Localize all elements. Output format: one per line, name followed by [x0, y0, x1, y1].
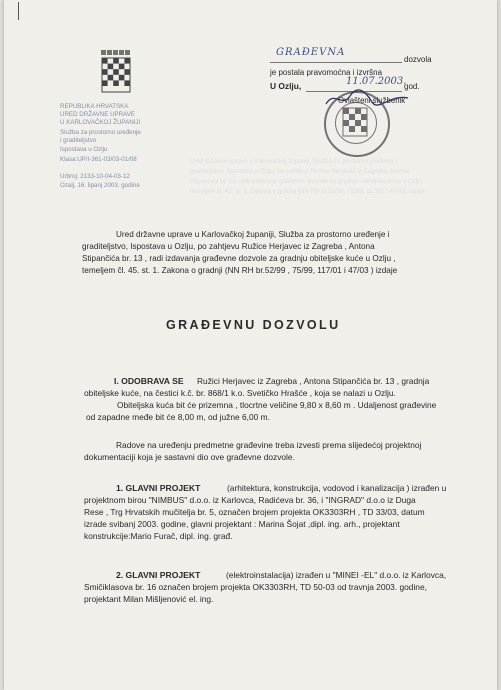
section-line: Ružici Herjavec iz Zagreba , Antona Stipančića br. 13 , gradnja	[197, 376, 430, 386]
bleed-line: graditeljstvo, Ispostava u Ozlju, po zahtjevu Ružice Herjavec iz Zagreba, Antona	[190, 168, 410, 175]
section-line: Obiteljska kuća bit će prizemna , tlocrtne veličine 9,80 x 8,60 m . Udaljenost građevine	[117, 400, 437, 410]
handwritten-date: 11.07.2003.	[346, 76, 407, 87]
section-line: obiteljske kuće, na čestici k.č. br. 868/1 k.o. Svetičko Hrašće , koja se nalazi u Ozlju.	[84, 388, 396, 398]
header-line: Ispostava u Ozlju	[60, 146, 108, 153]
document-page	[4, 0, 497, 690]
works-line: Radove na uređenju predmetne građevine treba izvesti prema slijedećoj projektnoj	[116, 440, 422, 450]
prefix-ozlju: U Ozlju,	[270, 81, 302, 91]
document-title: GRAĐEVNU DOZVOLU	[166, 318, 341, 332]
header-line: Klasa:UP/I-361-03/03-01/08	[60, 156, 137, 163]
section-line: od zapadne međe bit će 8,00 m, od južne 6,00 m.	[86, 412, 270, 422]
label-dozvola: dozvola	[404, 55, 432, 64]
intro-line: temeljem čl. 45. st. 1. Zakona o gradnji (NN RH br.52/99 , 75/99, 117/01 i 47/03 ) izdaje	[82, 266, 398, 275]
project-line: projektant Milan Mišljenović el. ing.	[84, 594, 214, 604]
croatian-coat-of-arms-icon	[100, 50, 132, 94]
project-line: Smičiklasova br. 16 označen brojem projekta OK3303RH, TD 50-03 od travnja 2003. godine,	[84, 582, 427, 592]
works-line: dokumentaciji koja je sastavni dio ove građevne dozvole.	[84, 452, 295, 462]
header-line: Urbroj: 2133-10-04-03-12	[60, 173, 130, 180]
header-line: Ozalj, 16. lipanj 2003. godine	[60, 182, 140, 189]
project-line: Rese , Trg Hrvatskih mučitelja br. 5, označen brojem projekta OK3303RH , TD 33/03, datum	[84, 507, 425, 517]
handwritten-word: GRAĐEVNA	[276, 47, 346, 58]
intro-line: Stipančića br. 13 , radi izdavanja građevne dozvole za gradnju obiteljske kuće u Ozlju ,	[82, 254, 396, 263]
bleed-line: temeljem čl. 45. st. 1. Zakona o gradnji (NN RH br.52/99, 75/99, 117/01 i 47/03) izdaje	[190, 188, 425, 195]
bleed-line: Ured državne uprave u Karlovačkoj županiji, Služba za prostorno uređenje i	[190, 158, 397, 165]
section-heading: I. ODOBRAVA SE	[114, 376, 184, 386]
project-line: (arhitektura, konstrukcija, vodovod i kanalizacija ) izrađen u	[227, 483, 447, 493]
header-line: Služba za prostorno uređenje	[60, 129, 141, 136]
header-line: U KARLOVAČKOJ ŽUPANIJI	[60, 119, 141, 126]
header-line: i graditeljstvo	[60, 137, 97, 144]
bleed-line: Stipančića br. 13, radi izdavanja građevne dozvole za gradnju obiteljske kuće u Ozlju,	[190, 178, 424, 185]
stamp-shield-icon	[342, 107, 368, 137]
intro-line: graditeljstvo, Ispostava u Ozlju, po zahtjevu Ružice Herjavec iz Zagreba , Antona	[82, 242, 375, 251]
underline	[270, 62, 402, 63]
official-label: Ovlašteni službenik	[338, 96, 406, 105]
pen-mark	[18, 2, 19, 20]
project-heading: 1. GLAVNI PROJEKT	[116, 483, 201, 493]
project-heading: 2. GLAVNI PROJEKT	[116, 570, 201, 580]
intro-line: Ured državne uprave u Karlovačkoj županiji, Služba za prostorno uređenje i	[116, 230, 390, 239]
project-line: konstrukcije:Mario Furač, dipl. ing. građ.	[84, 531, 233, 541]
suffix-god: god.	[404, 82, 420, 91]
project-line: (elektroinstalacija) izrađen u "MINEI -EL" d.o.o. iz Karlovca,	[226, 570, 447, 580]
header-line: URED DRŽAVNE UPRAVE	[60, 111, 136, 118]
signature	[322, 88, 412, 110]
header-line: REPUBLIKA HRVATSKA	[60, 103, 129, 110]
line-pravomocna: je postala pravomoćna i izvršna	[270, 68, 383, 77]
project-line: izrade svibanj 2003. godine, glavni projektant : Marina Šojat ,dipl. ing. arh., projektant	[84, 519, 400, 529]
project-line: projektnom birou "NIMBUS" d.o.o. iz Karlovca, Radićeva br. 36, i "INGRAD" d.o.o iz Duga	[84, 495, 416, 505]
